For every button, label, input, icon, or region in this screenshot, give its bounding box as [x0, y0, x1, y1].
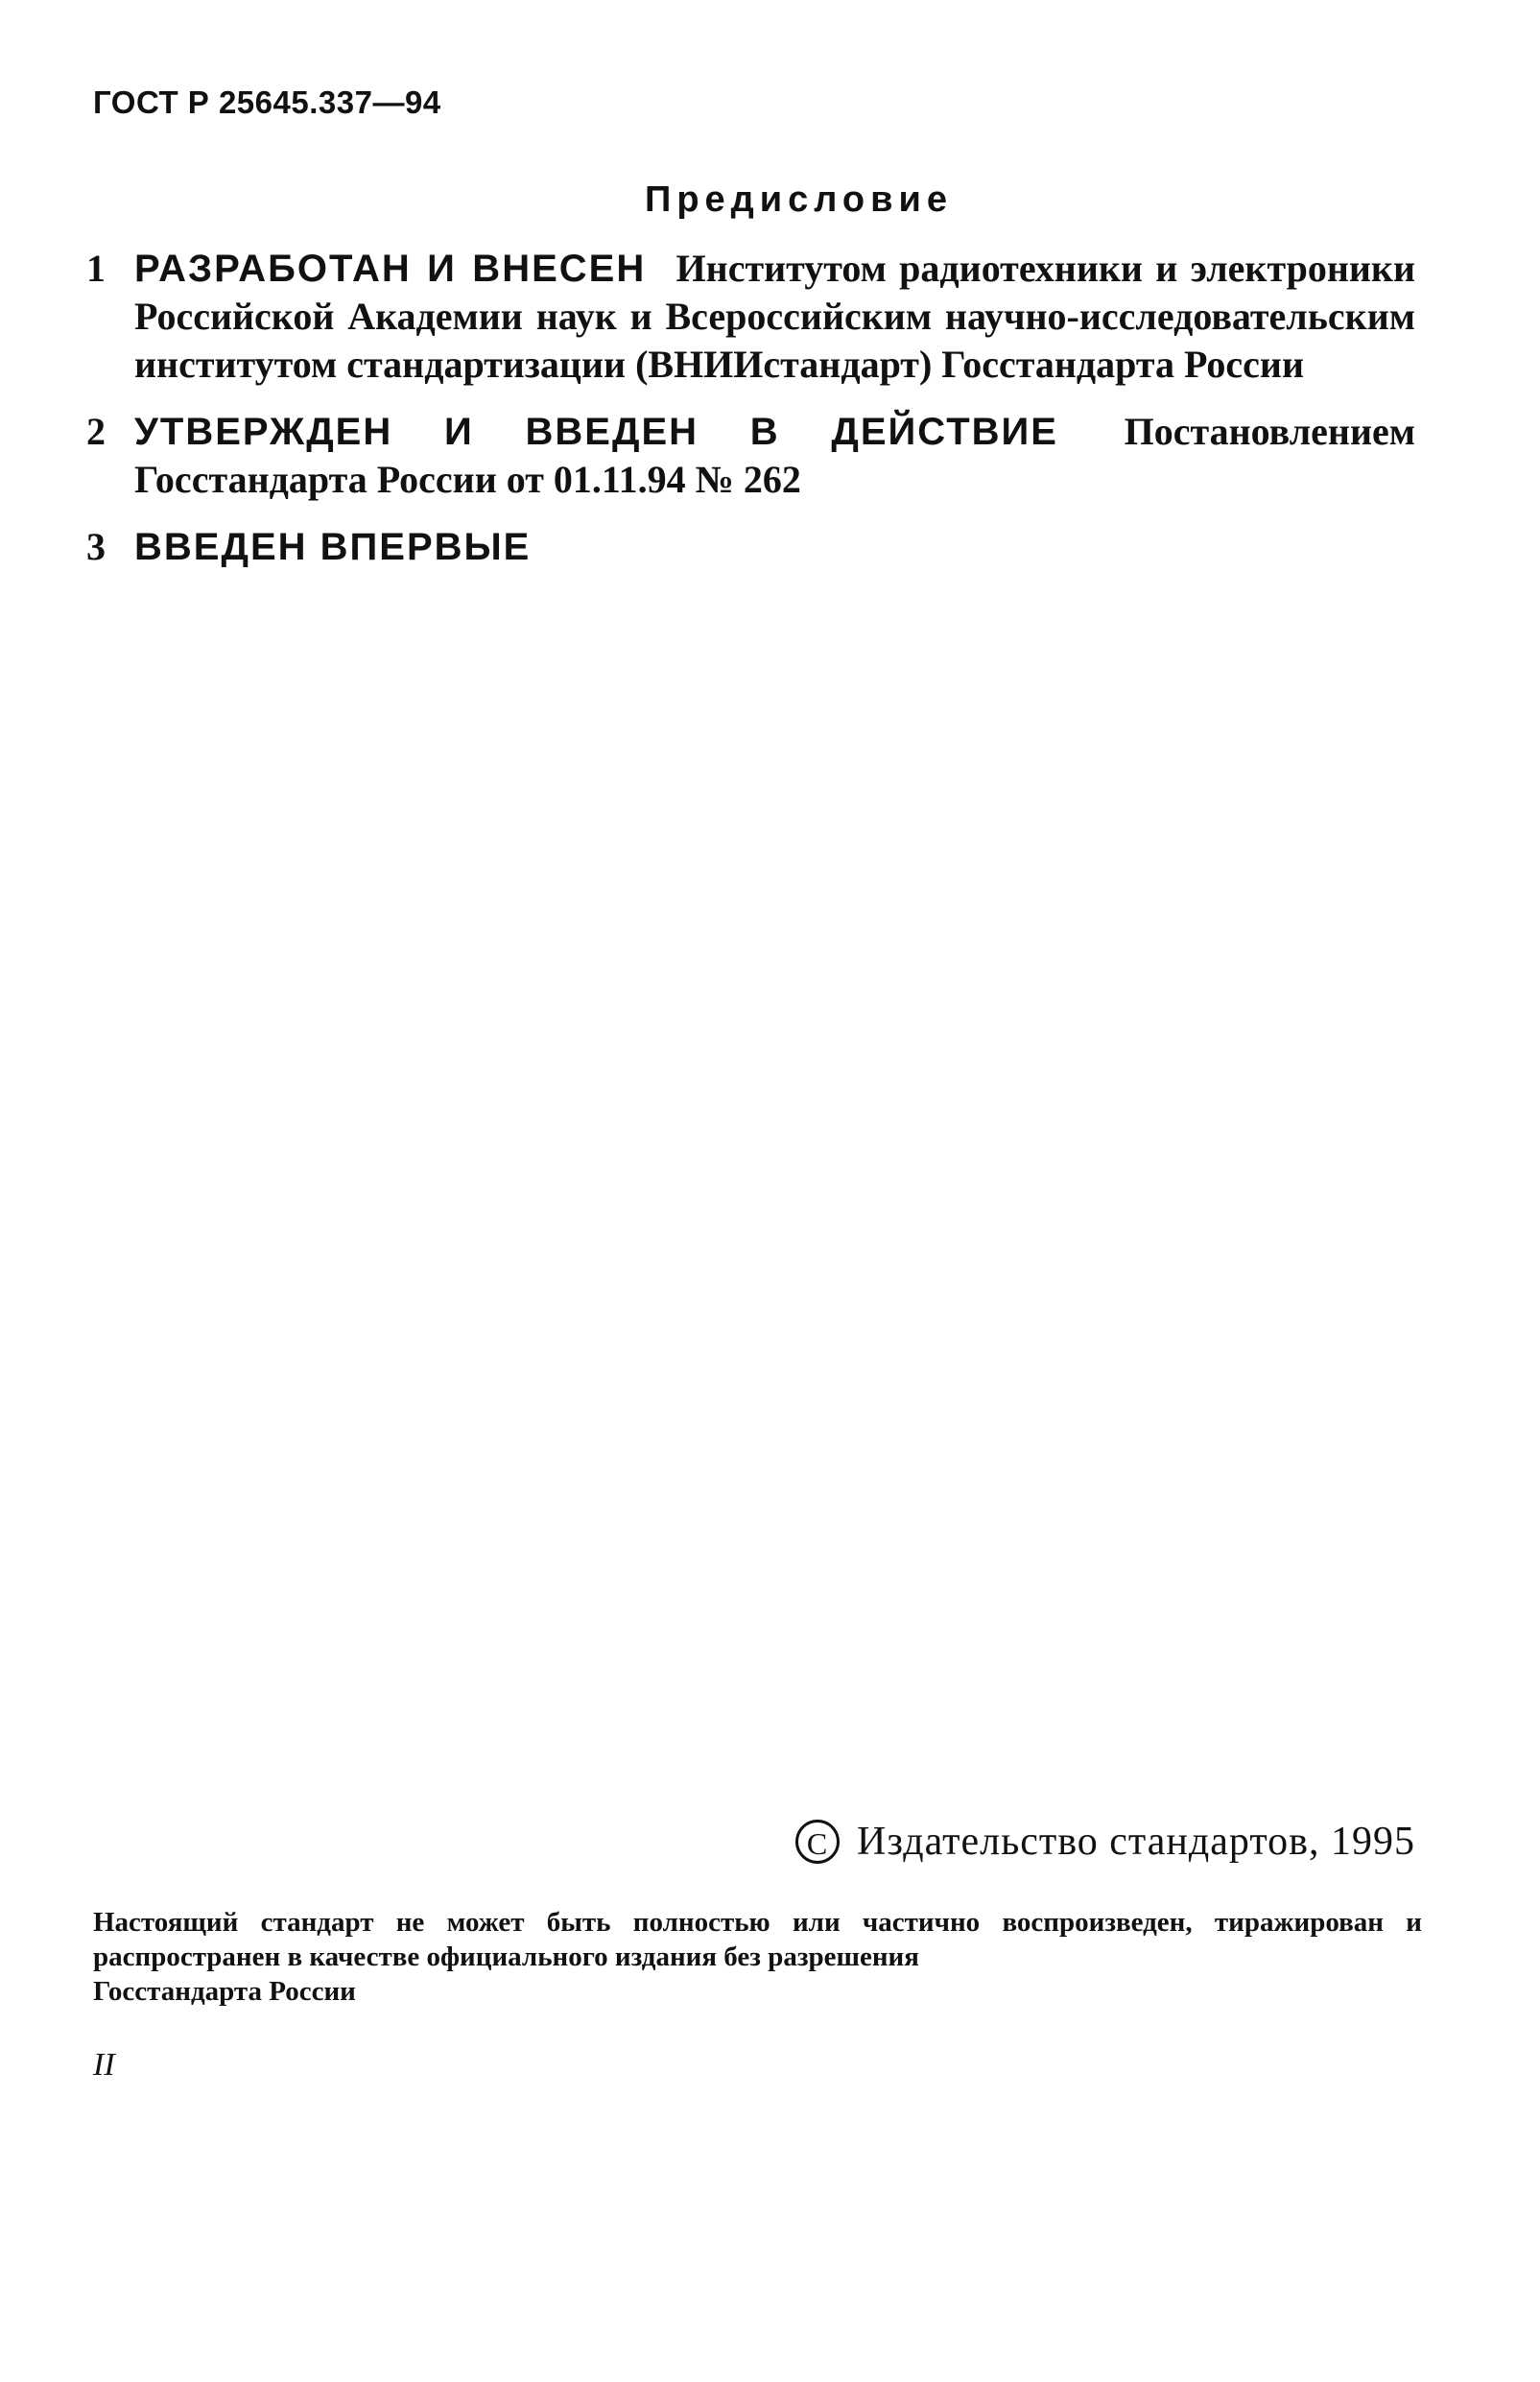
item-body	[134, 245, 1415, 389]
item-body	[134, 408, 1415, 504]
notice-last-line: Госстандарта России	[93, 1976, 356, 2007]
preface-items	[86, 245, 1415, 590]
copyright-icon: C	[795, 1820, 840, 1864]
copyright-text: Издательство стандартов, 1995	[857, 1820, 1415, 1864]
preface-title: Предисловие	[645, 179, 953, 220]
standard-code: ГОСТ Р 25645.337—94	[93, 84, 441, 120]
item-number: 2	[86, 410, 106, 453]
reproduction-notice	[93, 1905, 1422, 2009]
copyright-line	[795, 1819, 1415, 1865]
item-text: Постановлением Госстандарта России от 01.11.94 № 262	[134, 410, 1416, 501]
item-number: 3	[86, 525, 106, 568]
item-heading: РАЗРАБОТАН И ВНЕСЕН	[134, 248, 647, 290]
item-text: Институтом радиотехники и электроники Российской Академии наук и Всероссийским научно-исследовательским институтом стандартизации (ВНИИстандарт) Госстандарта России	[134, 247, 1416, 386]
page-number: II	[93, 2047, 115, 2083]
preface-item-3	[86, 523, 1415, 571]
item-heading: УТВЕРЖДЕН И ВВЕДЕН В ДЕЙСТВИЕ	[134, 411, 1058, 453]
item-body	[134, 523, 1415, 571]
item-number: 1	[86, 247, 106, 290]
item-heading: ВВЕДЕН ВПЕРВЫЕ	[134, 526, 532, 568]
notice-main-text: Настоящий стандарт не может быть полностью или частично воспроизведен, тиражирован и распространен в качестве официального издания без разрешения	[93, 1907, 1422, 1972]
preface-item-2	[86, 408, 1415, 504]
preface-item-1	[86, 245, 1415, 389]
